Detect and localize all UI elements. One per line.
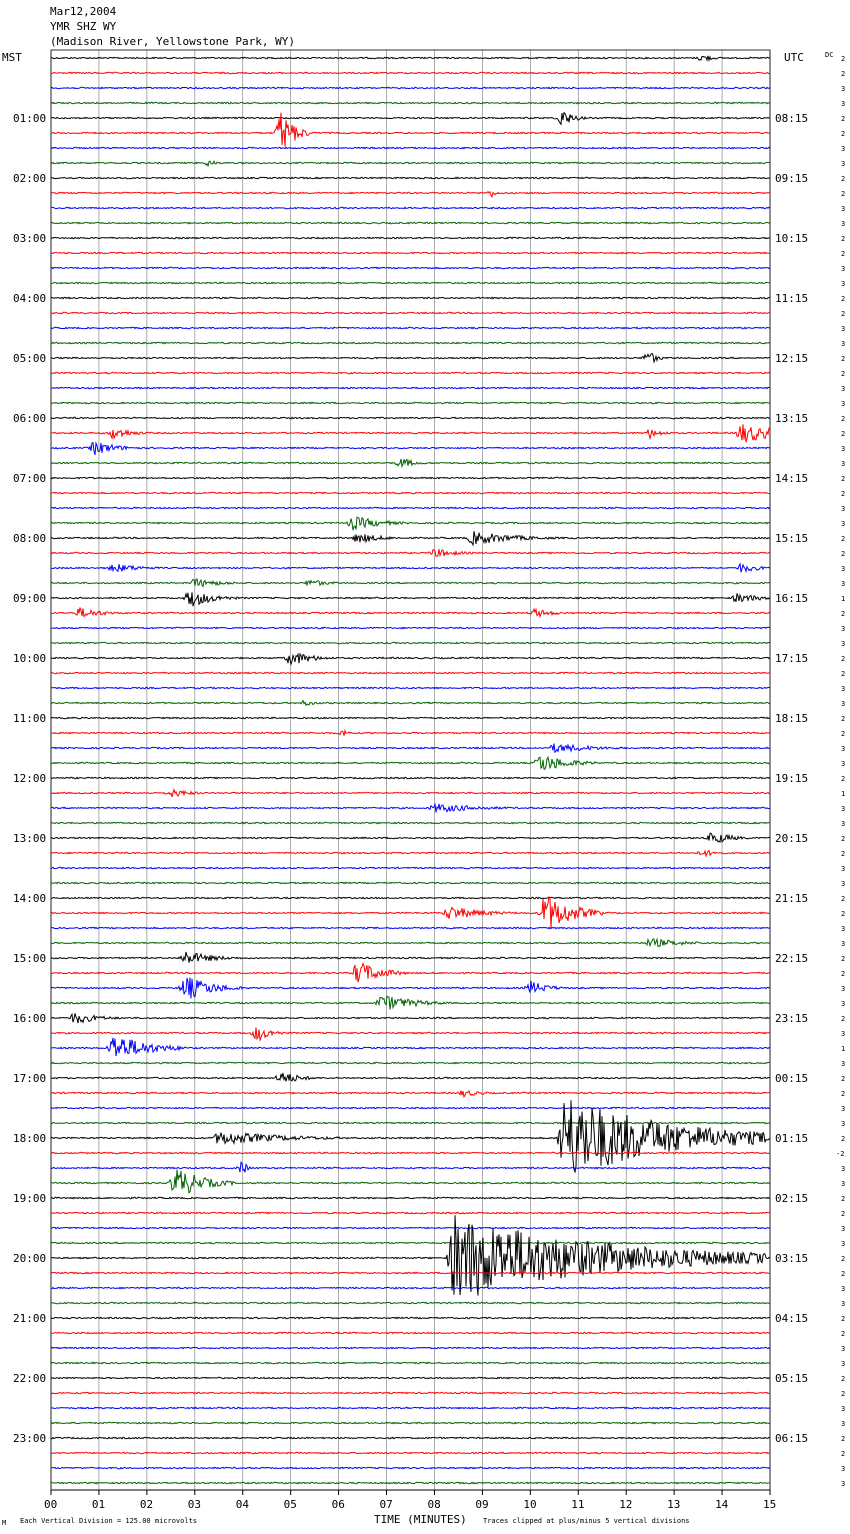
dc-value: 3 [841,280,846,288]
dc-value: 3 [841,400,846,408]
utc-hour-label: 01:15 [775,1132,809,1145]
dc-value: 1 [841,595,846,603]
dc-value: 2 [841,250,846,258]
dc-value: 3 [841,100,846,108]
seismic-trace [51,804,770,812]
utc-hour-label: 11:15 [775,292,809,305]
mst-hour-label: 22:00 [13,1372,47,1385]
dc-value: 3 [841,700,846,708]
utc-hour-label: 23:15 [775,1012,809,1025]
utc-hour-label: 21:15 [775,892,809,905]
dc-value: 3 [841,940,846,948]
dc-value: 2 [841,1390,846,1398]
dc-value: 2 [841,1075,846,1083]
seismic-trace [51,207,770,208]
utc-hour-label: 06:15 [775,1432,809,1445]
dc-value: 2 [841,490,846,498]
dc-value: 3 [841,445,846,453]
mst-hour-label: 06:00 [13,412,47,425]
seismic-trace [51,882,770,883]
seismic-trace [51,654,770,664]
seismic-trace [51,1170,770,1193]
dc-value: 2 [841,1375,846,1383]
dc-value: 2 [841,550,846,558]
seismic-trace [51,192,770,197]
seismic-trace [51,1100,770,1172]
dc-value: 2 [841,415,846,423]
x-tick-label: 04 [235,1498,249,1511]
utc-hour-label: 15:15 [775,532,809,545]
dc-value: 3 [841,985,846,993]
utc-hour-labels [775,112,808,1445]
seismic-trace [51,1407,770,1408]
dc-value: 3 [841,625,846,633]
dc-value: 3 [841,1360,846,1368]
x-tick-label: 01 [91,1498,106,1511]
seismic-trace [51,897,770,898]
dc-value: 2 [841,970,846,978]
seismic-trace [51,1437,770,1438]
seismic-trace [51,267,770,268]
dc-value: 2 [841,910,846,918]
dc-value: 2 [841,655,846,663]
seismic-trace [51,897,770,929]
seismic-trace [51,1332,770,1333]
x-tick-label: 07 [379,1498,393,1511]
seismic-trace [51,507,770,508]
dc-value: 3 [841,1165,846,1173]
corner-mark: M [2,1519,7,1527]
dc-value: 2 [841,310,846,318]
seismic-trace [51,867,770,868]
seismic-trace [51,996,770,1009]
dc-value: 3 [841,880,846,888]
seismic-trace [51,417,770,418]
dc-value: 3 [841,925,846,933]
x-tick-label: 08 [427,1498,441,1511]
dc-value: 3 [841,1225,846,1233]
mst-hour-labels [13,112,46,1445]
seismic-trace [51,822,770,823]
dc-value: 3 [841,160,846,168]
seismic-trace [51,1227,770,1228]
dc-value: 2 [841,115,846,123]
utc-hour-label: 19:15 [775,772,809,785]
seismic-trace [51,1197,770,1198]
dc-value: 2 [841,715,846,723]
seismic-trace [51,1467,770,1468]
dc-value: 2 [841,1135,846,1143]
dc-value: 3 [841,145,846,153]
dc-value: 3 [841,1060,846,1068]
seismic-trace [51,87,770,88]
seismic-trace [51,161,770,166]
seismic-trace [51,237,770,238]
mst-hour-label: 11:00 [13,712,47,725]
x-axis-title: TIME (MINUTES) [374,1513,467,1526]
seismic-trace [51,939,770,946]
x-tick-label: 12 [619,1498,633,1511]
mst-hour-label: 01:00 [13,112,47,125]
seismic-trace [51,687,770,688]
seismic-trace [51,549,770,556]
seismic-trace [51,1013,770,1023]
seismic-trace [51,1122,770,1123]
x-tick-label: 02 [139,1498,154,1511]
dc-value: 3 [841,760,846,768]
seismic-trace [51,1152,770,1153]
dc-value: 2 [841,895,846,903]
mst-hour-label: 04:00 [13,292,47,305]
dc-value: 3 [841,820,846,828]
dc-value: 3 [841,1480,846,1488]
mst-hour-label: 14:00 [13,892,47,905]
seismic-trace [51,717,770,718]
seismic-trace [51,1287,770,1288]
header-date: Mar12,2004 [50,5,117,18]
right-axis-label: UTC [784,51,804,64]
dc-value: 2 [841,1435,846,1443]
x-tick-label: 11 [571,1498,585,1511]
seismic-trace [51,459,770,466]
seismic-trace [51,1362,770,1363]
x-axis [44,1490,776,1511]
utc-hour-label: 03:15 [775,1252,809,1265]
dc-value: 3 [841,385,846,393]
seismic-trace [51,372,770,373]
seismic-traces [51,56,770,1484]
dc-value: 3 [841,1180,846,1188]
minute-grid [51,50,770,1490]
dc-value: 2 [841,1015,846,1023]
utc-hour-label: 08:15 [775,112,809,125]
utc-hour-label: 13:15 [775,412,809,425]
seismic-trace [51,443,770,455]
dc-value: 3 [841,1465,846,1473]
dc-value: 2 [841,1330,846,1338]
seismic-trace [51,113,770,125]
utc-hour-label: 18:15 [775,712,809,725]
utc-hour-label: 05:15 [775,1372,809,1385]
seismic-trace [51,1091,770,1097]
x-tick-label: 10 [523,1498,537,1511]
mst-hour-label: 02:00 [13,172,47,185]
header-location: (Madison River, Yellowstone Park, WY) [50,35,296,48]
dc-value: 3 [841,220,846,228]
dc-value: -2 [836,1150,845,1158]
seismic-trace [51,757,770,769]
dc-value: 3 [841,640,846,648]
x-tick-label: 15 [763,1498,777,1511]
seismic-trace [51,1452,770,1453]
mst-hour-label: 15:00 [13,952,47,965]
dc-value: 2 [841,175,846,183]
utc-hour-label: 17:15 [775,652,809,665]
dc-value: 2 [841,670,846,678]
seismic-trace [51,517,770,530]
dc-value: 2 [841,355,846,363]
seismic-trace [51,56,770,60]
seismic-trace [51,147,770,148]
seismic-trace [51,492,770,493]
dc-value: 2 [841,430,846,438]
seismic-trace [51,608,770,617]
x-tick-label: 00 [44,1498,58,1511]
dc-value: 3 [841,1105,846,1113]
dc-value: 3 [841,1000,846,1008]
utc-hour-label: 12:15 [775,352,809,365]
seismic-trace [51,424,770,442]
mst-hour-label: 19:00 [13,1192,47,1205]
x-tick-label: 13 [667,1498,681,1511]
dc-value: 2 [841,55,846,63]
seismic-trace [51,1073,770,1081]
mst-hour-label: 16:00 [13,1012,47,1025]
seismic-trace [51,297,770,298]
seismic-trace [51,642,770,643]
dc-value: 2 [841,1450,846,1458]
mst-hour-label: 23:00 [13,1432,47,1445]
dc-value: 3 [841,805,846,813]
dc-value: 2 [841,235,846,243]
dc-value: 3 [841,580,846,588]
dc-value: 3 [841,1300,846,1308]
seismic-trace [51,531,770,545]
x-tick-label: 03 [187,1498,202,1511]
mst-hour-label: 05:00 [13,352,47,365]
seismic-trace [51,1272,770,1273]
seismic-trace [51,790,770,797]
utc-hour-label: 16:15 [775,592,809,605]
dc-value: 2 [841,835,846,843]
mst-hour-label: 18:00 [13,1132,47,1145]
dc-value: 2 [841,535,846,543]
mst-hour-label: 20:00 [13,1252,47,1265]
dc-value: 3 [841,1120,846,1128]
utc-hour-label: 00:15 [775,1072,809,1085]
seismic-trace [51,1422,770,1423]
seismic-trace [51,701,770,706]
plot-frame [51,50,770,1490]
dc-value: 2 [841,1255,846,1263]
dc-value: 3 [841,340,846,348]
seismic-trace [51,72,770,73]
dc-value: 2 [841,955,846,963]
seismic-trace [51,222,770,223]
utc-hour-label: 22:15 [775,952,809,965]
dc-value: 3 [841,685,846,693]
dc-value: 1 [841,790,846,798]
dc-values-column [836,55,845,1488]
dc-value: 3 [841,1345,846,1353]
mst-hour-label: 13:00 [13,832,47,845]
dc-value: 2 [841,190,846,198]
seismic-trace [51,327,770,328]
dc-value: 2 [841,1195,846,1203]
dc-value: 3 [841,1405,846,1413]
dc-value: 2 [841,370,846,378]
utc-hour-label: 10:15 [775,232,809,245]
dc-value: 3 [841,265,846,273]
utc-hour-label: 09:15 [775,172,809,185]
seismic-trace [51,833,770,842]
utc-hour-label: 14:15 [775,472,809,485]
seismic-trace [51,592,770,606]
seismic-trace [51,579,770,587]
dc-value: 2 [841,130,846,138]
dc-value: 2 [841,1090,846,1098]
seismic-trace [51,1392,770,1393]
mst-hour-label: 09:00 [13,592,47,605]
dc-value: 3 [841,85,846,93]
dc-value: 3 [841,205,846,213]
mst-hour-label: 08:00 [13,532,47,545]
seismic-trace [51,1482,770,1483]
seismic-trace [51,564,770,572]
dc-value: 2 [841,850,846,858]
dc-label: DC [825,51,834,59]
seismic-trace [51,1212,770,1213]
seismic-trace [51,1107,770,1108]
seismic-trace [51,282,770,283]
seismic-trace [51,387,770,388]
left-axis-label: MST [2,51,22,64]
dc-value: 3 [841,565,846,573]
seismic-trace [51,1347,770,1348]
seismic-trace [51,952,770,963]
x-tick-label: 09 [475,1498,489,1511]
seismic-trace [51,851,770,857]
seismic-trace [51,927,770,928]
seismic-trace [51,1062,770,1063]
seismic-trace [51,1377,770,1378]
seismic-trace [51,744,770,753]
seismic-trace [51,978,770,999]
dc-value: 3 [841,745,846,753]
seismic-trace [51,1302,770,1303]
seismic-trace [51,777,770,778]
seismic-trace [51,1162,770,1172]
seismic-trace [51,477,770,478]
dc-value: 2 [841,475,846,483]
seismic-trace [51,312,770,313]
dc-value: 2 [841,610,846,618]
dc-value: 2 [841,1210,846,1218]
utc-hour-label: 04:15 [775,1312,809,1325]
seismic-trace [51,672,770,673]
clip-note: Traces clipped at plus/minus 5 vertical divisions [483,1517,690,1525]
seismic-trace [51,731,770,736]
dc-value: 3 [841,505,846,513]
seismic-trace [51,252,770,253]
seismic-trace [51,1317,770,1318]
scale-note: Each Vertical Division = 125.00 microvolts [20,1517,198,1525]
seismic-trace [51,177,770,178]
dc-value: 2 [841,730,846,738]
seismic-trace [51,627,770,628]
seismic-trace [51,1038,770,1056]
mst-hour-label: 07:00 [13,472,47,485]
x-tick-label: 06 [331,1498,345,1511]
x-tick-label: 14 [715,1498,729,1511]
seismic-trace [51,1242,770,1243]
dc-value: 3 [841,865,846,873]
dc-value: 2 [841,1270,846,1278]
seismic-trace [51,342,770,343]
seismic-trace [51,102,770,103]
mst-hour-label: 17:00 [13,1072,47,1085]
mst-hour-label: 03:00 [13,232,47,245]
dc-value: 2 [841,1315,846,1323]
dc-value: 3 [841,520,846,528]
seismic-trace [51,964,770,983]
dc-value: 2 [841,295,846,303]
mst-hour-label: 10:00 [13,652,47,665]
dc-value: 3 [841,1030,846,1038]
mst-hour-label: 12:00 [13,772,47,785]
dc-value: 1 [841,1045,846,1053]
header-station: YMR SHZ WY [50,20,117,33]
utc-hour-label: 20:15 [775,832,809,845]
dc-value: 3 [841,1420,846,1428]
dc-value: 3 [841,1285,846,1293]
seismic-trace [51,1028,770,1041]
x-tick-label: 05 [283,1498,297,1511]
utc-hour-label: 02:15 [775,1192,809,1205]
dc-value: 3 [841,1240,846,1248]
dc-value: 2 [841,775,846,783]
dc-value: 3 [841,325,846,333]
dc-value: 2 [841,70,846,78]
seismic-trace [51,402,770,403]
seismic-trace [51,354,770,362]
dc-value: 3 [841,460,846,468]
mst-hour-label: 21:00 [13,1312,47,1325]
